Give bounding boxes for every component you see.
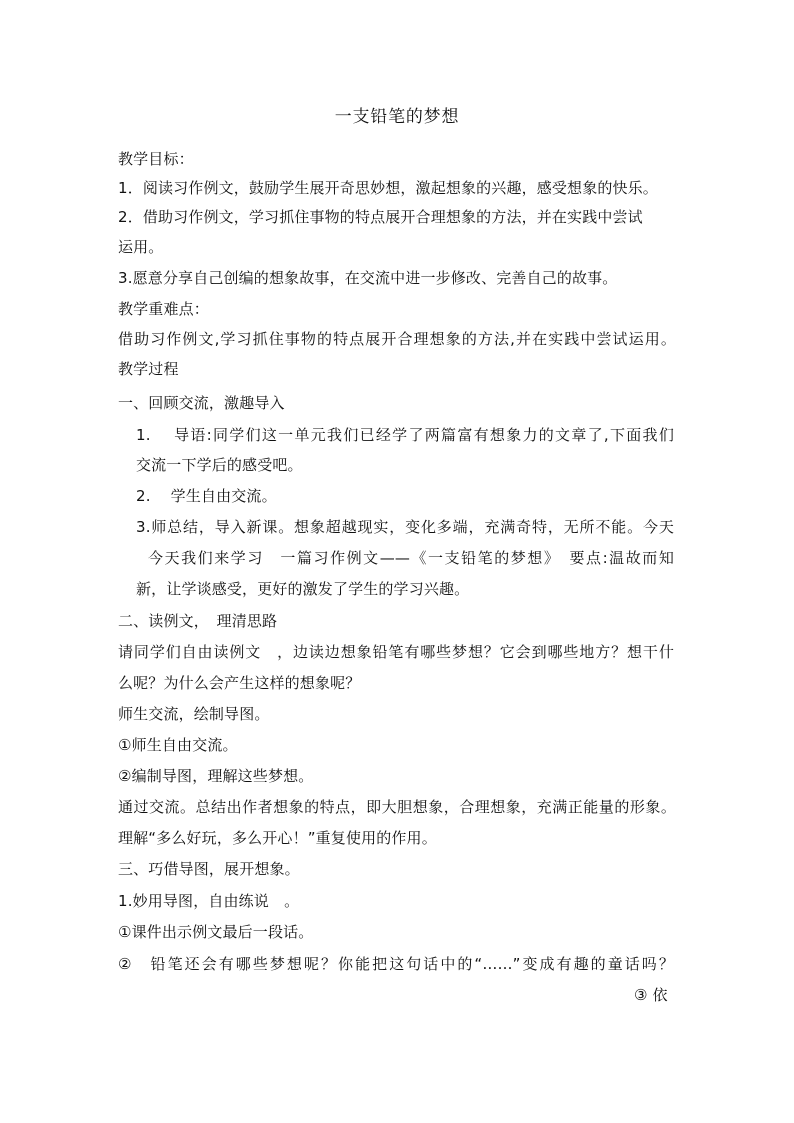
section-1-item-1-line-2: 交流一下学后的感受吧。 xyxy=(136,456,303,474)
section-1-item-1-line-1: 1. 导语:同学们这一单元我们已经学了两篇富有想象力的文章了,下面我们 xyxy=(136,426,674,444)
section-2-heading: 二、读例文， 理清思路 xyxy=(118,612,278,630)
objective-2-line-2: 运用。 xyxy=(118,238,164,256)
section-3-step-3: ③ 依 xyxy=(634,986,668,1004)
section-2-step-2: ②编制导图，理解这些梦想。 xyxy=(118,767,314,785)
difficulties-heading: 教学重难点： xyxy=(118,300,209,318)
section-1-item-3-line-3: 新，让学谈感受，更好的激发了学生的学习兴趣。 xyxy=(136,580,470,598)
section-2-line-3: 师生交流，绘制导图。 xyxy=(118,705,270,723)
section-2-step-1: ①师生自由交流。 xyxy=(118,736,238,754)
document-title: 一支铅笔的梦想 xyxy=(334,107,460,127)
section-1-item-3-line-1: 3.师总结，导入新课。想象超越现实，变化多端，充满奇特，无所不能。今天 xyxy=(136,518,674,536)
section-2-paragraph-line-2: 么呢？为什么会产生这样的想象呢？ xyxy=(118,674,361,692)
objective-3: 3.愿意分享自己创编的想象故事，在交流中进一步修改、完善自己的故事。 xyxy=(118,269,618,287)
objective-1: 1．阅读习作例文，鼓励学生展开奇思妙想，激起想象的兴趣，感受想象的快乐。 xyxy=(118,179,658,197)
section-1-item-2: 2. 学生自由交流。 xyxy=(136,487,277,505)
difficulties-text: 借助习作例文,学习抓住事物的特点展开合理想象的方法,并在实践中尝试运用。 xyxy=(118,330,676,348)
objective-2-line-1: 2．借助习作例文，学习抓住事物的特点展开合理想象的方法，并在实践中尝试 xyxy=(118,208,643,226)
section-2-understand: 理解“多么好玩，多么开心！”重复使用的作用。 xyxy=(118,829,437,847)
section-1-heading: 一、回顾交流，激趣导入 xyxy=(118,394,285,412)
section-3-item-1: 1.妙用导图，自由练说 。 xyxy=(118,892,300,910)
section-3-step-1: ①课件出示例文最后一段话。 xyxy=(118,923,314,941)
process-heading: 教学过程 xyxy=(118,360,179,378)
section-3-step-2: ② 铅笔还会有哪些梦想呢？你能把这句话中的“……”变成有趣的童话吗？ xyxy=(118,955,674,973)
section-2-paragraph-line-1: 请同学们自由读例文 ，边读边想象铅笔有哪些梦想？它会到哪些地方？想干什 xyxy=(118,643,674,661)
objectives-heading: 教学目标： xyxy=(118,150,194,168)
section-3-heading: 三、巧借导图，展开想象。 xyxy=(118,860,300,878)
section-1-item-3-line-2: 今天我们来学习 一篇习作例文——《一支铅笔的梦想》 要点:温故而知 xyxy=(148,549,674,567)
section-2-summary: 通过交流。总结出作者想象的特点，即大胆想象，合理想象，充满正能量的形象。 xyxy=(118,798,676,816)
